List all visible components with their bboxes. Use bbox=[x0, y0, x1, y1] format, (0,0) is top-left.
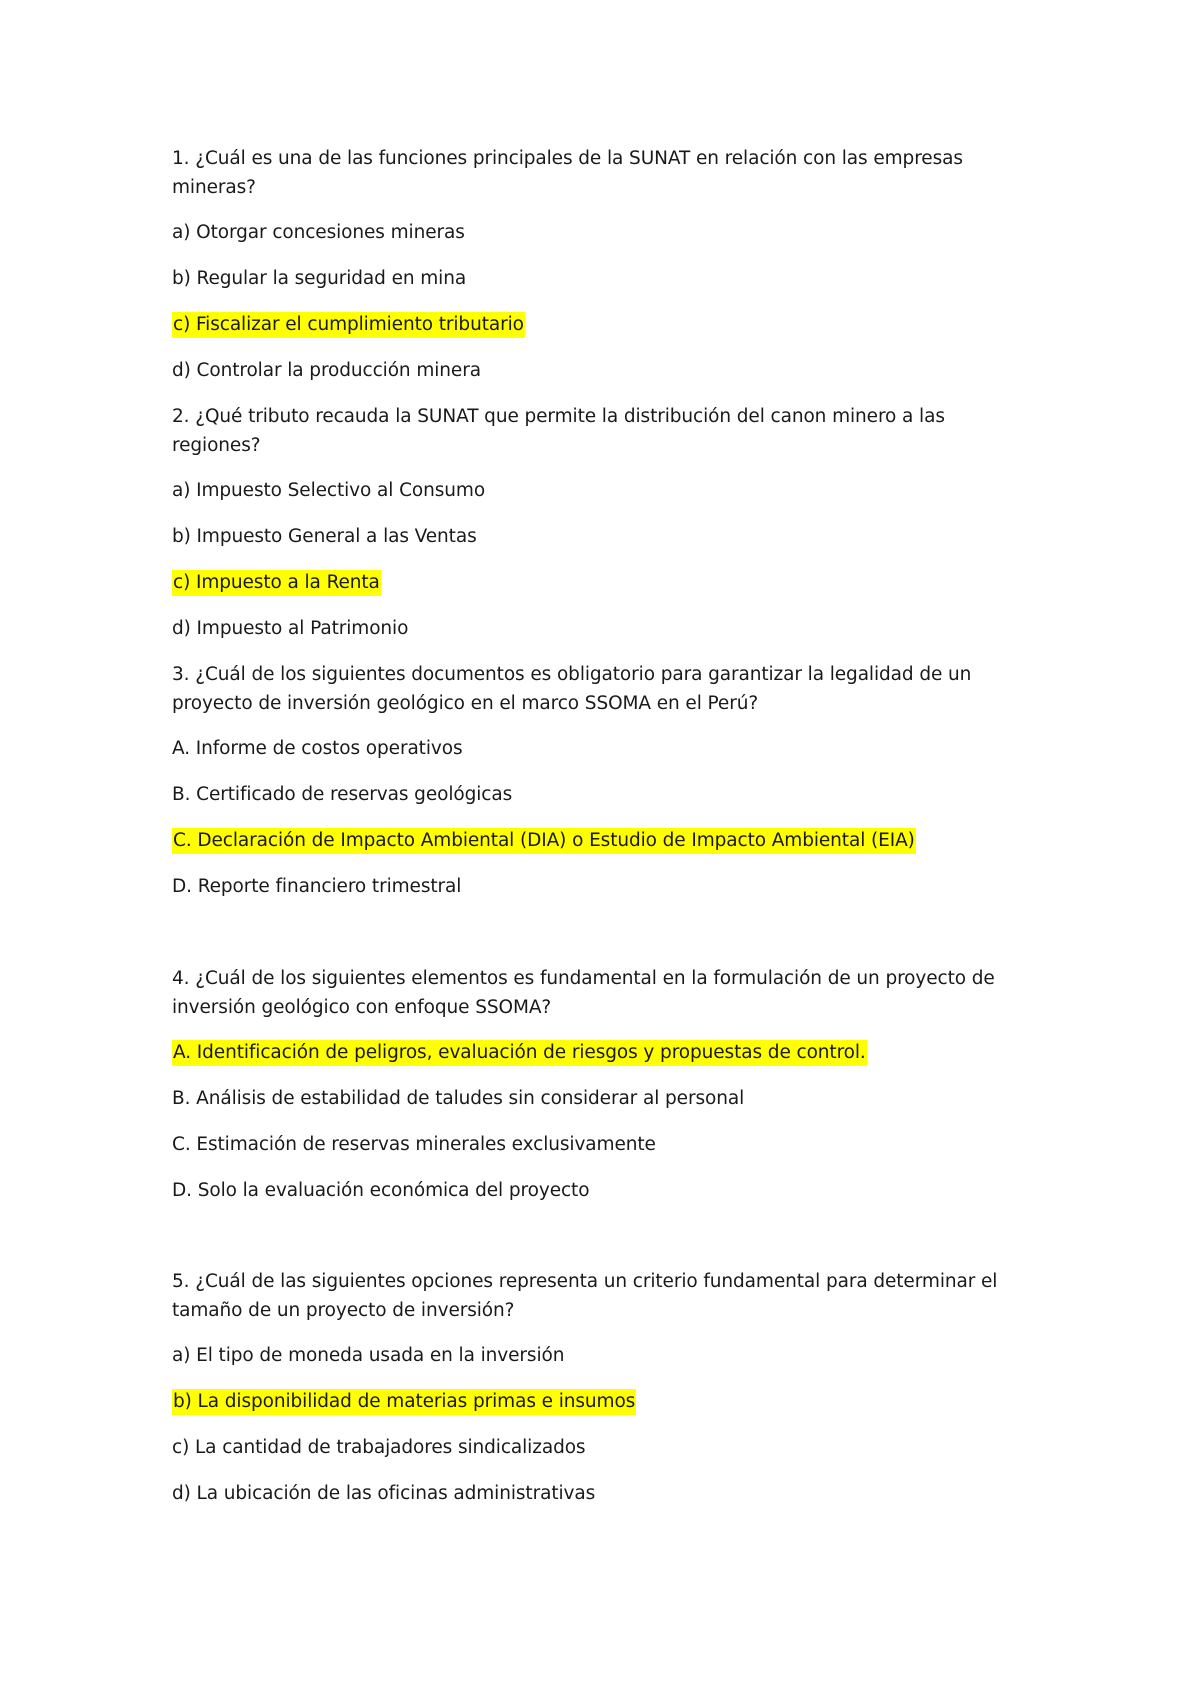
option-text: D. Reporte financiero trimestral bbox=[172, 876, 462, 897]
question-2-stem-line-1: 2. ¿Qué tributo recauda la SUNAT que permite la distribución del canon minero a las bbox=[172, 406, 945, 427]
question-1-stem-line-2: mineras? bbox=[172, 177, 256, 198]
option-text: B. Análisis de estabilidad de taludes sin considerar al personal bbox=[172, 1088, 745, 1109]
question-1-option-b bbox=[172, 264, 466, 294]
question-4-option-b bbox=[172, 1084, 744, 1114]
option-text: d) Impuesto al Patrimonio bbox=[172, 618, 409, 639]
option-text: C. Estimación de reservas minerales exclusivamente bbox=[172, 1134, 656, 1155]
option-text: a) El tipo de moneda usada en la inversión bbox=[172, 1345, 565, 1366]
question-3-stem-line-2: proyecto de inversión geológico en el marco SSOMA en el Perú? bbox=[172, 693, 759, 714]
option-text: b) Regular la seguridad en mina bbox=[172, 268, 467, 289]
question-5-stem-line-1: 5. ¿Cuál de las siguientes opciones representa un criterio fundamental para determinar el bbox=[172, 1271, 998, 1292]
question-4-option-d bbox=[172, 1176, 589, 1206]
option-text: a) Otorgar concesiones mineras bbox=[172, 222, 465, 243]
question-5-option-d bbox=[172, 1479, 595, 1509]
option-text: A. Informe de costos operativos bbox=[172, 738, 463, 759]
question-4-stem-line-1: 4. ¿Cuál de los siguientes elementos es fundamental en la formulación de un proyecto de bbox=[172, 968, 995, 989]
question-3-option-a bbox=[172, 734, 462, 764]
highlighted-answer: A. Identificación de peligros, evaluación de riesgos y propuestas de control. bbox=[172, 1040, 867, 1066]
question-3-option-c-answer bbox=[172, 826, 916, 856]
question-1-option-c-answer bbox=[172, 310, 525, 340]
option-text: B. Certificado de reservas geológicas bbox=[172, 784, 513, 805]
question-3-option-b bbox=[172, 780, 512, 810]
question-3-option-d bbox=[172, 872, 461, 902]
option-text: c) La cantidad de trabajadores sindicalizados bbox=[172, 1437, 586, 1458]
option-text: b) Impuesto General a las Ventas bbox=[172, 526, 477, 547]
question-4-option-c bbox=[172, 1130, 656, 1160]
question-5-option-b-answer bbox=[172, 1387, 636, 1417]
question-1-stem-line-1: 1. ¿Cuál es una de las funciones principales de la SUNAT en relación con las empresas bbox=[172, 148, 963, 169]
highlighted-answer: c) Fiscalizar el cumplimiento tributario bbox=[172, 312, 525, 338]
option-text: a) Impuesto Selectivo al Consumo bbox=[172, 480, 486, 501]
question-2-option-d bbox=[172, 614, 408, 644]
question-2-option-a bbox=[172, 476, 485, 506]
question-5-option-c bbox=[172, 1433, 585, 1463]
question-2-option-b bbox=[172, 522, 477, 552]
question-1-option-a bbox=[172, 218, 465, 248]
question-3-stem-line-1: 3. ¿Cuál de los siguientes documentos es obligatorio para garantizar la legalidad de un bbox=[172, 664, 972, 685]
question-2-stem-line-2: regiones? bbox=[172, 435, 261, 456]
question-4-option-a-answer bbox=[172, 1038, 867, 1068]
question-5-option-a bbox=[172, 1341, 564, 1371]
question-2-option-c-answer bbox=[172, 568, 381, 598]
highlighted-answer: c) Impuesto a la Renta bbox=[172, 570, 381, 596]
question-5-stem-line-2: tamaño de un proyecto de inversión? bbox=[172, 1300, 515, 1321]
option-text: d) La ubicación de las oficinas administrativas bbox=[172, 1483, 596, 1504]
highlighted-answer: C. Declaración de Impacto Ambiental (DIA) o Estudio de Impacto Ambiental (EIA) bbox=[172, 828, 916, 854]
question-4-stem-line-2: inversión geológico con enfoque SSOMA? bbox=[172, 997, 552, 1018]
highlighted-answer: b) La disponibilidad de materias primas e insumos bbox=[172, 1389, 636, 1415]
option-text: D. Solo la evaluación económica del proyecto bbox=[172, 1180, 590, 1201]
question-1-option-d bbox=[172, 356, 481, 386]
option-text: d) Controlar la producción minera bbox=[172, 360, 481, 381]
